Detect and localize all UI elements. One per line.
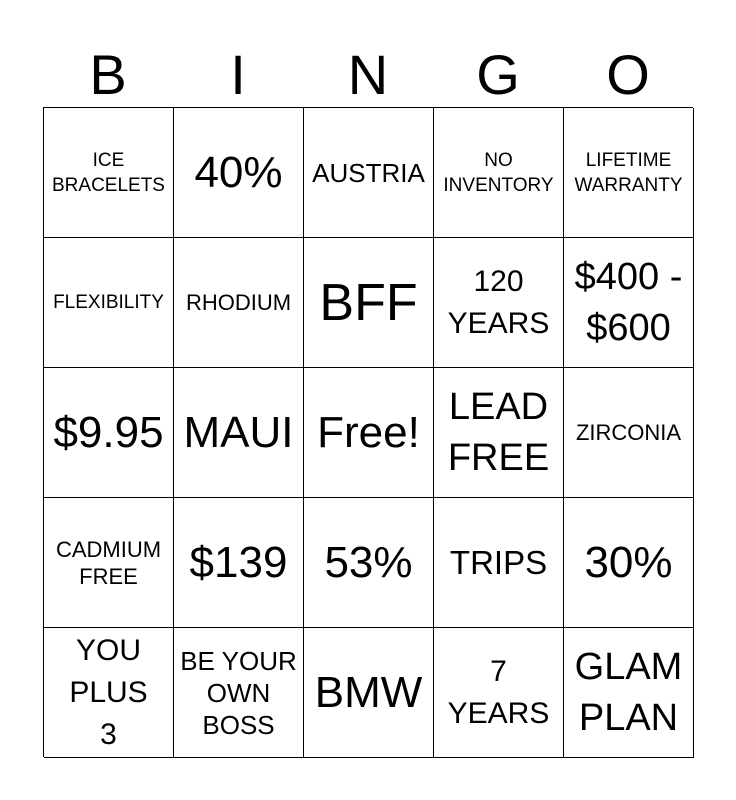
bingo-cell-r5c4[interactable] (434, 628, 564, 758)
bingo-board (43, 107, 693, 757)
bingo-cell-r2c4[interactable] (434, 238, 564, 368)
cell-text: 53% (324, 537, 413, 587)
bingo-cell-r2c1[interactable] (44, 238, 174, 368)
header-letter-g: G (476, 43, 520, 106)
cell-text: BMW (314, 667, 423, 717)
cell-text: ICE BRACELETS (52, 149, 165, 196)
bingo-cell-r3c3[interactable] (304, 368, 434, 498)
bingo-cell-r1c3[interactable] (304, 108, 434, 238)
cell-text: 30% (584, 537, 673, 587)
bingo-header (43, 44, 693, 106)
cell-text: 7 YEARS (447, 654, 550, 730)
header-letter-b: B (89, 43, 127, 106)
bingo-cell-r2c2[interactable] (174, 238, 304, 368)
cell-text: LIFETIME WARRANTY (574, 149, 683, 196)
bingo-cell-r1c2[interactable] (174, 108, 304, 238)
bingo-cell-r2c3[interactable] (304, 238, 434, 368)
cell-text: Free! (317, 407, 420, 457)
bingo-cell-r3c4[interactable] (434, 368, 564, 498)
cell-text: TRIPS (449, 543, 548, 581)
bingo-cell-r4c3[interactable] (304, 498, 434, 628)
cell-text: RHODIUM (185, 290, 292, 315)
header-letter-i: I (230, 43, 246, 106)
cell-text: $9.95 (53, 407, 164, 457)
cell-text: GLAM PLAN (574, 645, 683, 739)
cell-text: ZIRCONIA (575, 420, 682, 445)
header-letter-o: O (606, 43, 650, 106)
bingo-cell-r4c2[interactable] (174, 498, 304, 628)
cell-text: 40% (194, 147, 283, 197)
bingo-cell-r3c1[interactable] (44, 368, 174, 498)
bingo-cell-r1c4[interactable] (434, 108, 564, 238)
bingo-cell-r4c4[interactable] (434, 498, 564, 628)
header-letter-n: N (347, 43, 389, 106)
cell-text: NO INVENTORY (443, 149, 554, 196)
bingo-cell-r1c5[interactable] (564, 108, 694, 238)
cell-text: YOU PLUS 3 (69, 633, 148, 751)
cell-text: MAUI (183, 407, 294, 457)
cell-text: BE YOUR OWN BOSS (180, 645, 297, 740)
bingo-cell-r3c2[interactable] (174, 368, 304, 498)
bingo-cell-r4c5[interactable] (564, 498, 694, 628)
cell-text: AUSTRIA (312, 157, 425, 188)
cell-text: 120 YEARS (447, 264, 550, 340)
cell-text: $139 (189, 537, 288, 587)
bingo-cell-r5c1[interactable] (44, 628, 174, 758)
cell-text: $400 - $600 (574, 255, 683, 349)
bingo-cell-r5c3[interactable] (304, 628, 434, 758)
cell-text: CADMIUM FREE (55, 536, 162, 589)
bingo-cell-r4c1[interactable] (44, 498, 174, 628)
bingo-cell-r5c5[interactable] (564, 628, 694, 758)
cell-text: BFF (319, 273, 418, 332)
cell-text: LEAD FREE (447, 385, 550, 479)
bingo-cell-r3c5[interactable] (564, 368, 694, 498)
cell-text: FLEXIBILITY (53, 292, 164, 313)
bingo-cell-r5c2[interactable] (174, 628, 304, 758)
bingo-cell-r2c5[interactable] (564, 238, 694, 368)
bingo-cell-r1c1[interactable] (44, 108, 174, 238)
